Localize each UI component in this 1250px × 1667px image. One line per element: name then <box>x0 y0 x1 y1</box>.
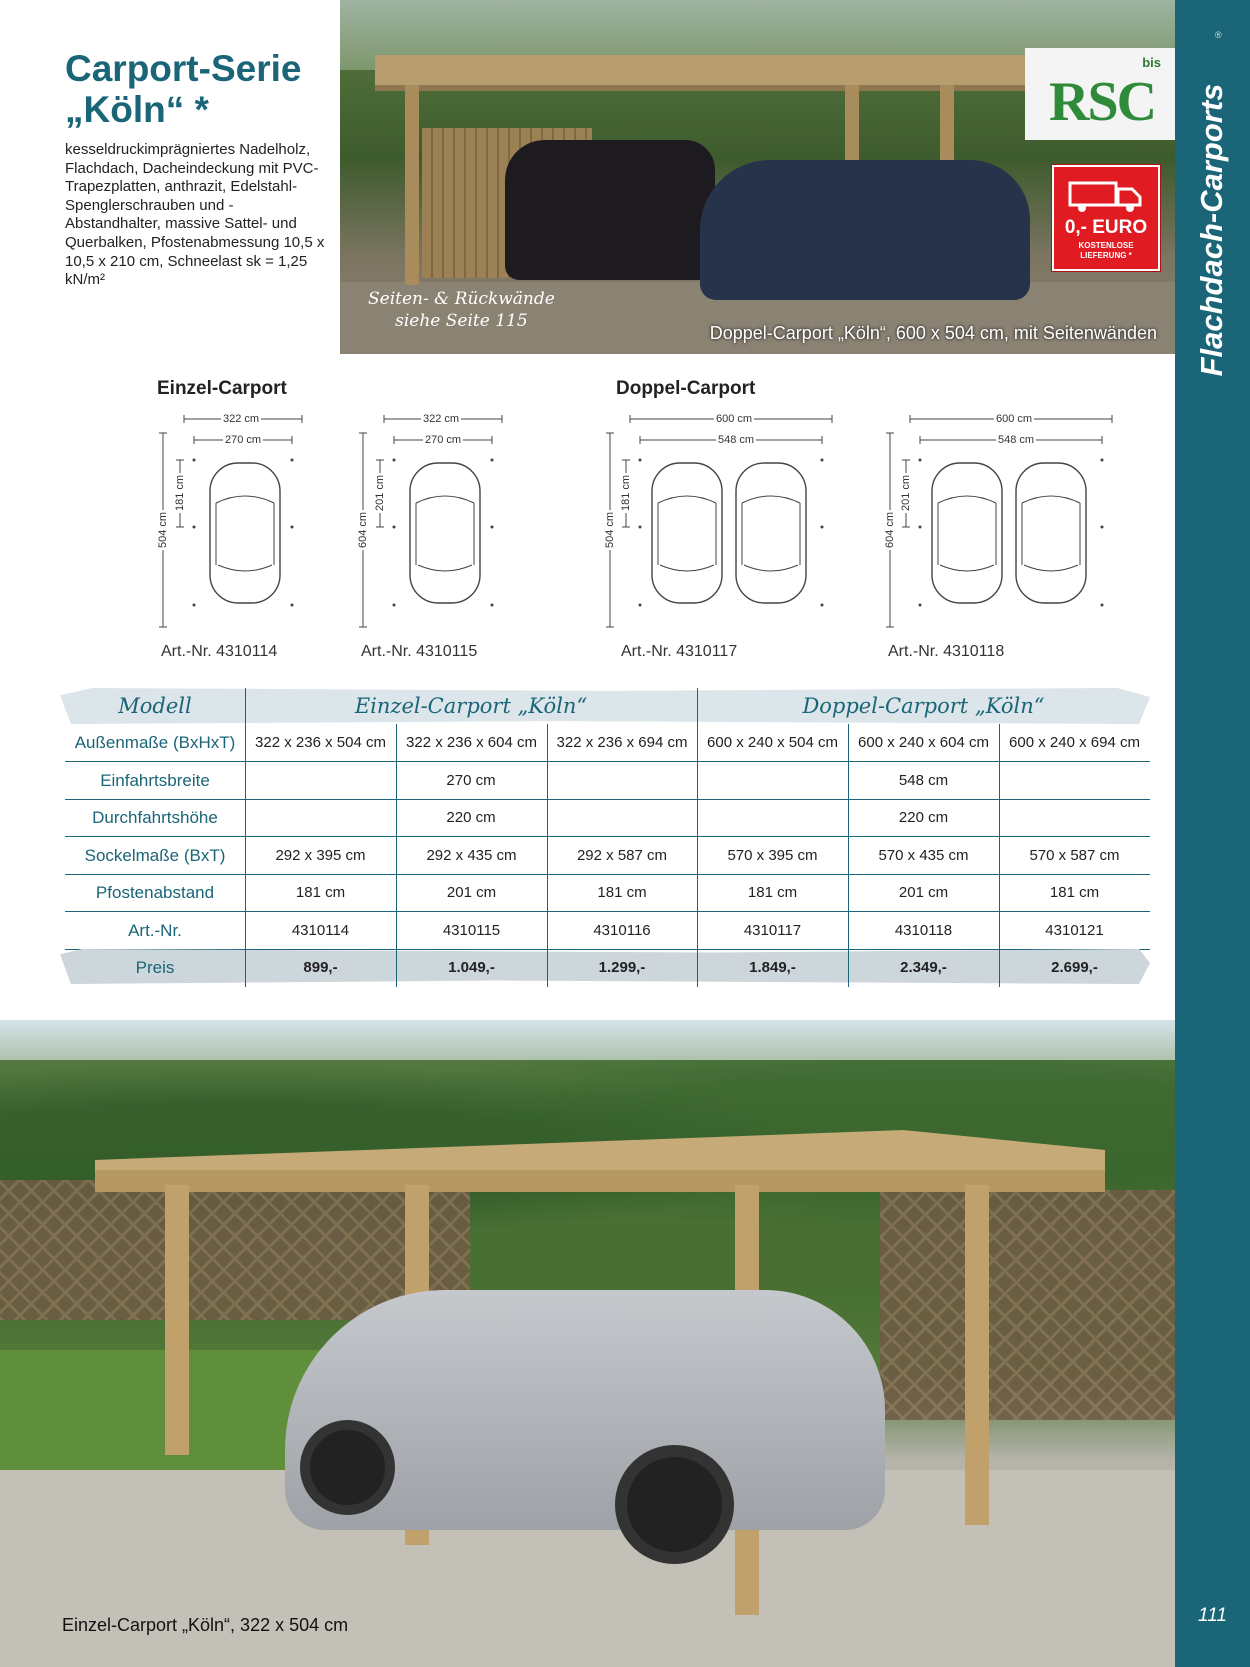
badge-line-2: LIEFERUNG * <box>1080 251 1132 260</box>
table-cell: 322 x 236 x 604 cm <box>406 734 537 751</box>
outer-width-label: 322 cm <box>223 413 260 425</box>
carport-post <box>165 1185 189 1455</box>
table-cell: 220 cm <box>446 809 496 826</box>
price-cell: 2.699,- <box>1051 959 1098 976</box>
row-label: Sockelmaße (BxT) <box>84 845 226 865</box>
trademark-mark: ® <box>1215 30 1222 40</box>
page-title <box>65 48 301 130</box>
table-header-double: Doppel-Carport „Köln“ <box>802 694 1045 718</box>
inner-width-label: 548 cm <box>998 434 1035 446</box>
table-row <box>65 874 1150 912</box>
blue-sedan <box>700 160 1030 300</box>
table-cell: 4310118 <box>894 921 953 939</box>
table-cell: 4310116 <box>593 921 651 939</box>
table-row <box>65 762 1150 800</box>
product-description: kesseldruckimprägniertes Nadelholz, Flachdach, Dacheindeckung mit PVC-Trapezplatten, anthrazit, Edelstahl-Spenglerschrauben und -Abstandhalter, massive Sattel- und Querbalken, Pfostenabmessung 10,5 x 10,5 x 210 cm, Schneelast sk = 1,25 kN/m² <box>65 141 325 289</box>
black-van <box>505 140 715 280</box>
table-cell: 181 cm <box>1049 884 1100 901</box>
post-distance-label: 181 cm <box>174 474 186 512</box>
table-cell: 181 cm <box>295 884 346 901</box>
logo-text: RSC <box>1049 71 1156 133</box>
inner-width-label: 270 cm <box>225 434 262 446</box>
page-number: 111 <box>1198 1605 1227 1626</box>
inner-width-label: 270 cm <box>425 434 462 446</box>
table-cell: 4310115 <box>442 921 501 939</box>
title-line-1: Carport-Serie <box>65 48 302 89</box>
row-label: Preis <box>135 958 175 977</box>
article-number: Art.-Nr. 4310114 <box>161 643 278 660</box>
depth-label: 604 cm <box>884 511 896 549</box>
row-label: Art.-Nr. <box>128 920 182 940</box>
table-divider <box>547 724 548 987</box>
inner-width-label: 548 cm <box>718 434 755 446</box>
table-cell: 4310121 <box>1045 921 1104 939</box>
article-number: Art.-Nr. 4310117 <box>621 643 738 660</box>
table-divider <box>697 688 698 987</box>
truck-icon <box>1068 179 1144 213</box>
table-cell: 4310114 <box>291 921 350 939</box>
table-cell: 270 cm <box>446 771 496 789</box>
table-cell: 322 x 236 x 504 cm <box>255 734 386 751</box>
table-row <box>65 724 1150 762</box>
title-line-2: „Köln“ * <box>65 89 209 130</box>
table-divider <box>848 724 849 987</box>
table-cell: 181 cm <box>747 884 798 901</box>
free-delivery-badge <box>1052 165 1160 271</box>
sidebar <box>1175 0 1250 1667</box>
badge-line-1: KOSTENLOSE <box>1078 241 1134 250</box>
table-cell: 570 x 587 cm <box>1029 846 1120 864</box>
carport-roof <box>375 55 1035 91</box>
single-carport-heading: Einzel-Carport <box>157 378 287 399</box>
brand-logo <box>1025 48 1175 140</box>
depth-label: 604 cm <box>357 511 369 549</box>
post-distance-label: 201 cm <box>374 474 386 512</box>
table-divider <box>245 688 246 987</box>
table-header-single: Einzel-Carport „Köln“ <box>354 694 588 718</box>
row-label: Außenmaße (BxHxT) <box>74 733 236 752</box>
table-row <box>65 837 1150 875</box>
article-number: Art.-Nr. 4310118 <box>888 643 1005 660</box>
article-number: Art.-Nr. 4310115 <box>361 643 478 660</box>
table-divider <box>999 724 1000 987</box>
row-label: Durchfahrtshöhe <box>92 808 218 827</box>
table-cell: 4310117 <box>743 921 802 939</box>
table-cell: 201 cm <box>446 884 497 901</box>
single-carport-photo <box>0 1020 1175 1667</box>
table-cell: 322 x 236 x 694 cm <box>556 734 688 751</box>
depth-label: 504 cm <box>604 511 616 549</box>
table-divider <box>396 724 397 987</box>
table-cell: 570 x 395 cm <box>727 846 818 864</box>
section-title-vertical: Flachdach-Carports <box>1194 83 1229 377</box>
table-row <box>65 799 1150 837</box>
price-cell: 1.849,- <box>749 959 796 976</box>
note-line-2: siehe Seite 115 <box>395 311 528 331</box>
post-distance-label: 181 cm <box>620 474 632 512</box>
table-cell: 181 cm <box>597 884 647 901</box>
table-cell: 292 x 395 cm <box>275 846 366 864</box>
lattice-fence <box>880 1190 1175 1420</box>
note-line-1: Seiten- & Rückwände <box>368 289 555 309</box>
price-cell: 1.299,- <box>598 959 646 976</box>
table-cell: 548 cm <box>898 771 949 789</box>
table-cell: 292 x 587 cm <box>576 846 668 864</box>
outer-width-label: 322 cm <box>423 413 460 425</box>
car-wheel <box>615 1445 734 1564</box>
outer-width-label: 600 cm <box>996 413 1033 425</box>
double-carport-heading: Doppel-Carport <box>616 378 756 399</box>
carport-post <box>405 85 419 285</box>
table-row <box>65 912 1150 950</box>
table-cell: 220 cm <box>898 809 949 826</box>
table-cell: 570 x 435 cm <box>878 846 969 864</box>
price-cell: 2.349,- <box>900 959 947 976</box>
table-cell: 600 x 240 x 504 cm <box>707 734 838 751</box>
car-wheel <box>300 1420 395 1515</box>
carport-beam <box>95 1170 1105 1192</box>
price-cell: 899,- <box>303 959 338 976</box>
floor-plan-drawing <box>350 405 580 645</box>
floor-plan-drawing <box>150 405 380 645</box>
outer-width-label: 600 cm <box>716 413 753 425</box>
table-header-model: Modell <box>118 694 192 718</box>
badge-price: 0,- EURO <box>1064 217 1148 238</box>
table-row <box>65 949 1150 986</box>
carport-post <box>965 1185 989 1525</box>
depth-label: 504 cm <box>157 511 169 549</box>
row-label: Pfostenabstand <box>95 883 215 902</box>
photo-caption-bottom: Einzel-Carport „Köln“, 322 x 504 cm <box>62 1615 349 1635</box>
table-cell: 292 x 435 cm <box>426 846 517 864</box>
post-distance-label: 201 cm <box>900 474 912 512</box>
table-cell: 201 cm <box>898 884 949 901</box>
photo-caption-top: Doppel-Carport „Köln“, 600 x 504 cm, mit Seitenwänden <box>709 323 1157 343</box>
logo-small-text: bis <box>1142 55 1161 70</box>
price-cell: 1.049,- <box>448 959 495 976</box>
badge-text <box>1054 241 1158 261</box>
table-cell: 600 x 240 x 604 cm <box>858 734 989 751</box>
table-cell: 600 x 240 x 694 cm <box>1009 734 1140 751</box>
side-walls-note <box>368 288 555 332</box>
row-label: Einfahrtsbreite <box>100 770 210 790</box>
